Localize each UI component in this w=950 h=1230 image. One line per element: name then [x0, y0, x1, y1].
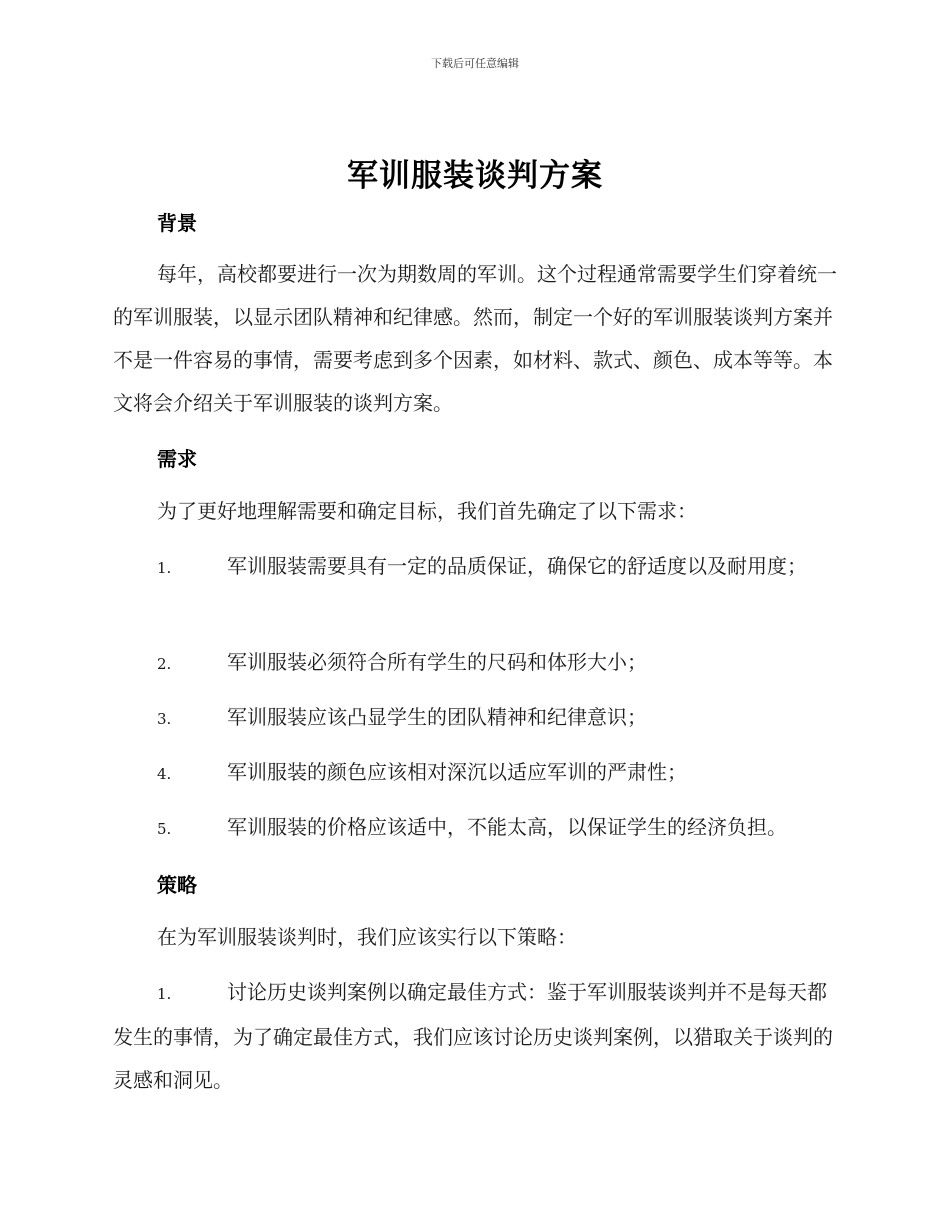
strategy-intro: 在为军训服装谈判时，我们应该实行以下策略： [157, 925, 577, 949]
section-heading-requirements: 需求 [157, 447, 197, 471]
list-item-number: 1. [157, 985, 172, 1003]
header-note: 下载后可任意编辑 [431, 57, 519, 70]
list-item-text: 军训服装需要具有一定的品质保证，确保它的舒适度以及耐用度； [227, 554, 807, 578]
document-title: 军训服装谈判方案 [347, 158, 603, 194]
list-item-text: 军训服装必须符合所有学生的尺码和体形大小； [227, 650, 647, 674]
list-item-number: 5. [157, 820, 172, 838]
list-item [113, 971, 837, 1102]
section-heading-background: 背景 [157, 211, 197, 235]
list-item-number: 2. [157, 655, 172, 673]
list-item [113, 545, 837, 590]
list-item-text: 军训服装的价格应该适中，不能太高，以保证学生的经济负担。 [227, 815, 787, 839]
list-item [113, 751, 837, 796]
list-item-text: 军训服装应该凸显学生的团队精神和纪律意识； [227, 705, 647, 729]
list-item-number: 1. [157, 559, 172, 577]
section-heading-strategy: 策略 [157, 873, 197, 897]
list-item-number: 3. [157, 710, 172, 728]
background-paragraph: 每年，高校都要进行一次为期数周的军训。这个过程通常需要学生们穿着统一的军训服装，以显示团队精神和纪律感。然而，制定一个好的军训服装谈判方案并不是一件容易的事情，需要考虑到多个因素，如材料、款式、颜色、成本等等。本文将会介绍关于军训服装的谈判方案。 [113, 262, 837, 415]
requirements-intro: 为了更好地理解需要和确定目标，我们首先确定了以下需求： [157, 499, 697, 523]
list-item [113, 641, 837, 686]
list-item [113, 696, 837, 741]
list-item-text: 军训服装的颜色应该相对深沉以适应军训的严肃性； [227, 760, 687, 784]
list-item-text: 讨论历史谈判案例以确定最佳方式：鉴于军训服装谈判并不是每天都发生的事情，为了确定最佳方式，我们应该讨论历史谈判案例，以猎取关于谈判的灵感和洞见。 [113, 980, 833, 1092]
list-item [113, 806, 837, 851]
list-item-number: 4. [157, 765, 172, 783]
